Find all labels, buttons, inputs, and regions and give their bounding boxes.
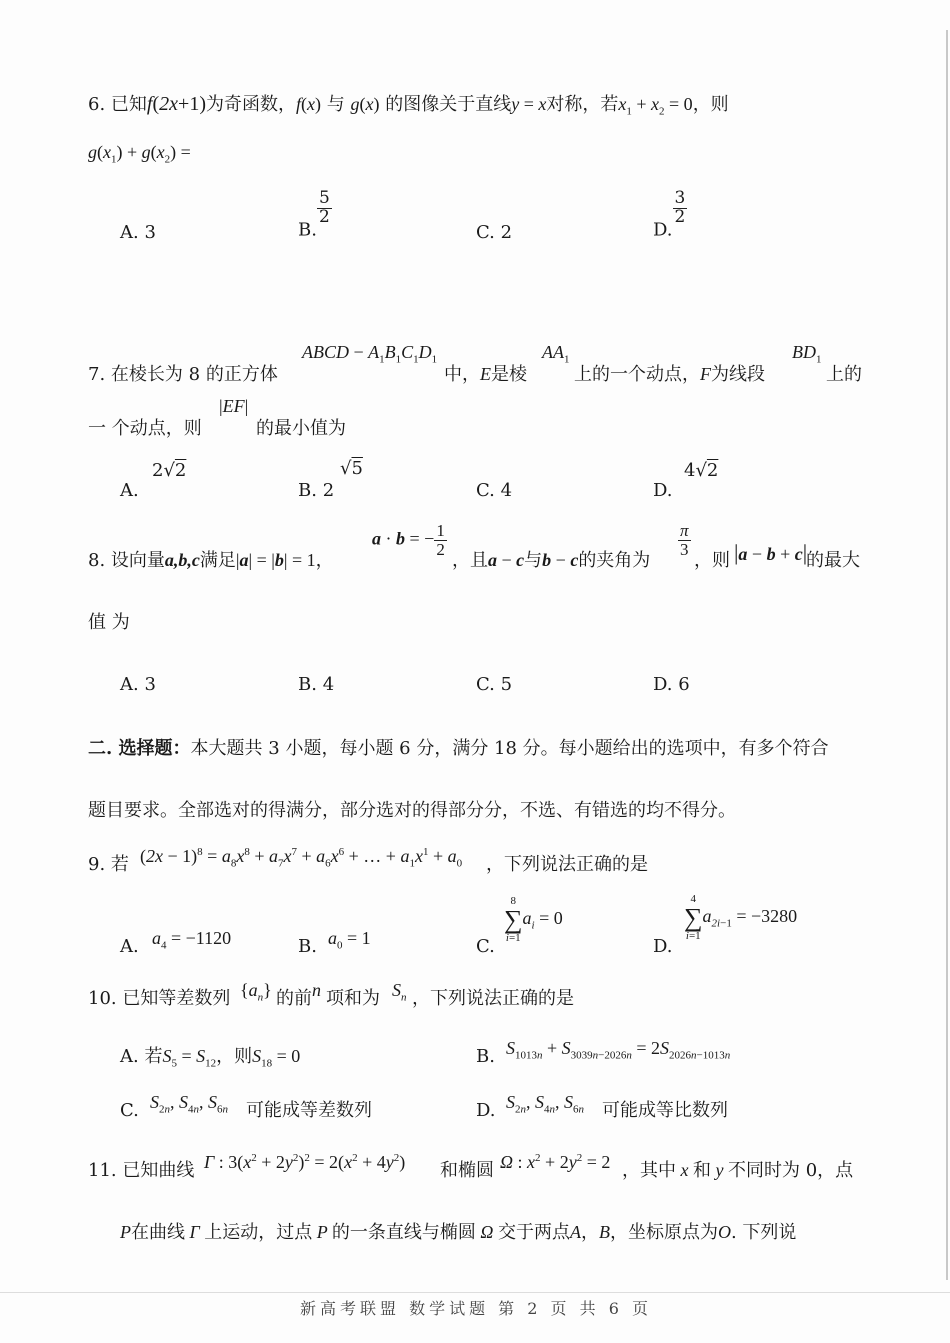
q10-option-a[interactable]: A. 若$S_5 = S_{12}$，则$S_{18} = 0$ xyxy=(120,1046,301,1070)
q9-option-b[interactable]: B. xyxy=(298,936,317,957)
q8-expr-a-minus-c: a − c xyxy=(488,550,525,570)
q6-option-a[interactable]: A. 3 xyxy=(120,222,156,243)
q6-number: 6. xyxy=(88,94,106,115)
q6-line1: 6. 已知f(2x+1)为奇函数，f(x) 与 g(x) 的图像关于直线y = x对称，若$x_1 + x_2 = 0$，则 xyxy=(88,93,729,118)
footer-divider xyxy=(0,1292,950,1293)
q11-var-o: O xyxy=(717,1222,731,1242)
q11-var-x: x xyxy=(676,1160,693,1180)
q9-option-d[interactable]: D. xyxy=(653,936,673,957)
q8-option-d[interactable]: D. 6 xyxy=(653,674,690,695)
q7-var-e: E xyxy=(480,364,491,384)
q10-option-c-expr: $S_{2n}$, $S_{4n}$, $S_{6n}$ xyxy=(150,1092,228,1116)
q8-expr-dot: a · b = − $\frac{1}{2}$ xyxy=(372,521,445,559)
q7-line1: 7. 在棱长为 8 的正方体 xyxy=(88,364,278,385)
q9-option-c[interactable]: C. xyxy=(476,936,495,957)
q8-option-b[interactable]: B. 4 xyxy=(298,674,335,695)
q9-option-b-expr: $a_0 = 1$ xyxy=(328,928,371,952)
q7-line2: 一 个动点，则 xyxy=(88,418,202,439)
q11-line2: P在曲线 Γ 上运动，过点 P 的一条直线与椭圆 Ω 交于两点A，B，坐标原点为O. 下列说 xyxy=(120,1222,797,1243)
q11-expr-ellipse: Ω : $x^2 + 2y^2 = 2$ xyxy=(500,1152,611,1172)
q6-option-b[interactable]: B. $\frac{5}{2}$ xyxy=(298,188,330,241)
q8-vectors: a,b,c xyxy=(164,550,200,570)
q7-expr-bd1: $BD_1$ xyxy=(792,342,822,366)
q6-expr-x1x2: $x_1 + x_2 = 0$ xyxy=(618,94,693,118)
q8-expr-pi3: $\frac{\pi}{3}$ xyxy=(680,521,689,559)
q10-line1: 10. 已知等差数列 xyxy=(88,988,231,1009)
section2-title: 二. 选择题： xyxy=(88,738,191,759)
q7-expr-cube: ABCD − $A_1B_1C_1D_1$ xyxy=(302,342,438,366)
q8-expr-abs: |a − b + c| xyxy=(734,540,808,565)
q6-expr-gx: g(x) xyxy=(350,94,380,114)
scan-edge-line xyxy=(946,30,948,1280)
q6-line2 xyxy=(88,142,191,167)
q10-option-b-expr: $S_{1013n} + S_{3039n-2026n} = 2S_{2026n-1013n}$ xyxy=(506,1038,731,1062)
q6-expr-yx: y = x xyxy=(511,94,547,114)
q6-option-d[interactable]: D. $\frac{3}{2}$ xyxy=(653,188,686,241)
q10-option-d[interactable]: D. xyxy=(476,1100,496,1121)
q9-option-a-expr: $a_4 = -1120$ xyxy=(152,928,232,952)
q11-var-y: y xyxy=(711,1160,728,1180)
q8-number: 8. xyxy=(88,550,106,571)
q10-option-b[interactable]: B. xyxy=(476,1046,495,1067)
q8-expr-norms: |a| = |b| = 1 xyxy=(235,550,316,570)
q11-number: 11. xyxy=(88,1160,117,1181)
q10-var-sn: $S_n$ xyxy=(392,980,407,1004)
q7-expr-ef: |EF| xyxy=(219,396,249,416)
q10-option-a-expr1: $S_5 = S_{12}$ xyxy=(162,1046,217,1070)
section2-line2: 题目要求。全部选对的得满分，部分选对的得部分分，不选、有错选的均不得分。 xyxy=(88,800,736,821)
q7-option-b-root: √5 xyxy=(340,458,363,479)
q6-option-c[interactable]: C. 2 xyxy=(476,222,513,243)
q6-expr-f2x1: f(2x+1) xyxy=(146,93,206,115)
q7-option-c[interactable]: C. 4 xyxy=(476,480,513,501)
q7-expr-aa1: $AA_1$ xyxy=(542,342,570,366)
q8-option-a[interactable]: A. 3 xyxy=(120,674,156,695)
q8-line1: 8. 设向量a,b,c满足|a| = |b| = 1， xyxy=(88,550,334,571)
q7-option-d-value: 4√2 xyxy=(684,460,719,481)
q7-option-a[interactable]: A. xyxy=(120,480,139,501)
q6-option-b-fraction: $\frac{5}{2}$ xyxy=(318,188,330,227)
q11-var-a: A xyxy=(569,1222,581,1242)
q9-expr-binomial: $(2x - 1)^8 = a_8x^8 + a_7x^7 + a_6x^6$ + … + $a_1x^1 + a_0$ xyxy=(140,846,463,870)
section2-line1: 二. 选择题：本大题共 3 小题，每小题 6 分，满分 18 分。每小题给出的选项中，有多个符合 xyxy=(88,738,829,759)
q9-option-d-expr: 4 ∑ i=1 $a_{2i-1} = -3280$ xyxy=(684,893,798,942)
q11-var-omega: Ω xyxy=(475,1222,498,1242)
q7-option-a-value: 2√2 xyxy=(152,460,187,481)
q7-option-b[interactable]: B. 2 xyxy=(298,480,335,501)
q10-option-a-expr2: $S_{18} = 0$ xyxy=(252,1046,301,1070)
q10-option-d-expr: $S_{2n}$, $S_{4n}$, $S_{6n}$ xyxy=(506,1092,584,1116)
q9-number: 9. xyxy=(88,854,106,875)
q11-expr-curve: Γ : $3(x^2 + 2y^2)^2 = 2(x^2 + 4y^2)$ xyxy=(204,1152,406,1172)
q10-var-n: n xyxy=(312,980,321,1000)
page-footer: 新高考联盟 数学试题 第 2 页 共 6 页 xyxy=(300,1299,652,1318)
q6-option-d-fraction: $\frac{3}{2}$ xyxy=(674,188,686,227)
q7-option-d[interactable]: D. xyxy=(653,480,673,501)
q10-expr-an: $\{a_n\}$ xyxy=(240,980,272,1004)
q6-expr-fx: f(x) xyxy=(296,94,322,114)
q6-expr-gsum: $g(x_1) + g(x_2)$ = xyxy=(88,142,191,166)
q8-option-c[interactable]: C. 5 xyxy=(476,674,513,695)
q11-line1: 11. 已知曲线 xyxy=(88,1160,195,1181)
q7-var-f: F xyxy=(700,364,711,384)
q11-var-p: P xyxy=(120,1222,131,1242)
q9-option-a[interactable]: A. xyxy=(120,936,139,957)
q10-number: 10. xyxy=(88,988,117,1009)
q8-line2: 值 为 xyxy=(88,612,130,633)
q7-number: 7. xyxy=(88,364,106,385)
exam-page: 6. 已知f(2x+1)为奇函数，f(x) 与 g(x) 的图像关于直线y = x对称，若$x_1 + x_2 = 0$，则 $g(x_1) + g(x_2)$ = A. 3 B. $\frac{5}{2}$ C. 2 D. $\frac{3}{2}$ 7. 在棱长为 8 的正方体 ABCD − $A_1B_1C_1D_1$ 中，E是棱 $AA_1$ 上的一个动点，F为线段 $BD_1$ 上的 一 个动点，则 |EF| 的最小值为 A. 2√2 B. 2 √5 C. 4 D. 4√2 8. 设向量a,b,c满足|a| = |b| = 1， a · b = − $\frac{1}{2}$ ，且a − c与b − c的夹角为 $\frac{\pi}{3}$ ，则 |a − b + c| 的最大 值 为 A. 3 B. 4 C. 5 D. 6 二. 选择题：本大题共 3 小题，每小题 6 分，满分 18 分。每小题给出的选项中，有多个符合 题目要求。全部选对的得满分，部分选对的得部分分，不选、有错选的均不得分。 9. 若 $(2x - 1)^8 = a_8x^8 + a_7x^7 + a_6x^6$ + … + $a_1x^1 + a_0$ ，下列说法正确的是 A. $a_4 = -1120$ B. $a_0 = 1$ C. 8 ∑ i=1 $a_i = 0$ D. 4 ∑ i=1 $a_{2i-1} = -3280$ 10. 已知等差数列 $\{a_n\}$ 的前 n 项和为 $S_n$ ，下列说法正确的是 A. 若$S_5 = S_{12}$，则$S_{18} = 0$ B. $S_{1013n} + S_{3039n-2026n} = 2S_{2026n-1013n}$ C. $S_{2n}$, $S_{4n}$, $S_{6n}$ 可能成等差数列 D. $S_{2n}$, $S_{4n}$, $S_{6n}$ 可能成等比数列 11. 已知曲线 Γ : $3(x^2 + 2y^2)^2 = 2(x^2 + 4y^2)$ 和椭圆 Ω : $x^2 + 2y^2 = 2$ ，其中 x 和 y 不同时为 0，点 P在曲线 Γ 上运动，过点 P 的一条直线与椭圆 Ω 交于两点A，B，坐标原点为O. 下列说 新高考联盟 数学试题 第 2 页 共 6 页 xyxy=(0,0,950,1343)
q9-line1: 9. 若 xyxy=(88,854,129,875)
q11-var-gamma: Γ xyxy=(185,1222,205,1242)
q8-expr-b-minus-c: b − c xyxy=(542,550,579,570)
q9-option-c-expr: 8 ∑ i=1 $a_i = 0$ xyxy=(504,895,563,944)
q11-var-b: B xyxy=(598,1222,610,1242)
q10-option-c[interactable]: C. xyxy=(120,1100,139,1121)
